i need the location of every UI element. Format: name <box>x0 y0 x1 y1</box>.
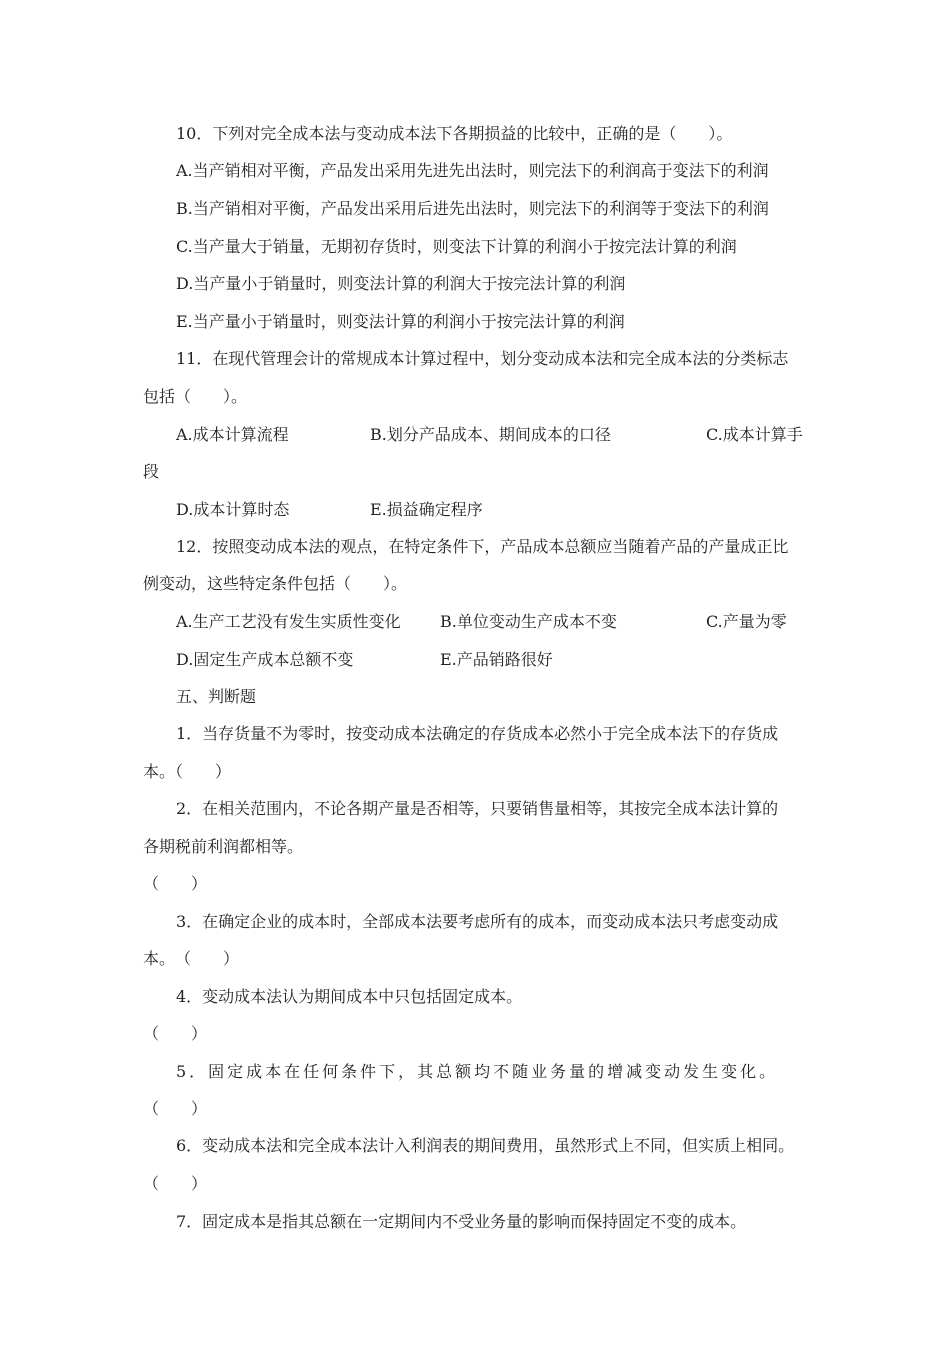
judgment-4-answer-blank: （ ） <box>143 1024 208 1043</box>
judgment-2-line2: 各期税前利润都相等。 <box>143 837 304 856</box>
judgment-3-line2: 本。 （ ） <box>143 949 240 968</box>
q10-option-a: A.当产销相对平衡，产品发出采用先进先出法时，则完法下的利润高于变法下的利润 <box>176 161 769 180</box>
q12-stem-line1: 12．按照变动成本法的观点，在特定条件下，产品成本总额应当随着产品的产量成正比 <box>176 537 789 556</box>
judgment-7-line1: 7．固定成本是指其总额在一定期间内不受业务量的影响而保持固定不变的成本。 <box>176 1212 747 1231</box>
q10-option-e: E.当产量小于销量时，则变法计算的利润小于按完法计算的利润 <box>176 312 625 331</box>
judgment-5-line1: 5．固定成本在任何条件下，其总额均不随业务量的增减变动发生变化。 <box>176 1062 779 1081</box>
judgment-4-line1: 4．变动成本法认为期间成本中只包括固定成本。 <box>176 987 523 1006</box>
q11-stem-line1: 11．在现代管理会计的常规成本计算过程中，划分变动成本法和完全成本法的分类标志 <box>176 349 789 368</box>
q11-option-e: E.损益确定程序 <box>370 500 483 519</box>
q12-option-a: A.生产工艺没有发生实质性变化 <box>176 612 401 631</box>
judgment-6-answer-blank: （ ） <box>143 1174 208 1193</box>
judgment-6-line1: 6．变动成本法和完全成本法计入利润表的期间费用，虽然形式上不同，但实质上相同。 <box>176 1136 795 1155</box>
q11-option-a: A.成本计算流程 <box>176 425 289 444</box>
q10-option-c: C.当产量大于销量，无期初存货时，则变法下计算的利润小于按完法计算的利润 <box>176 237 737 256</box>
q12-option-e: E.产品销路很好 <box>440 650 553 669</box>
judgment-5-answer-blank: （ ） <box>143 1099 208 1118</box>
q11-option-b: B.划分产品成本、期间成本的口径 <box>370 425 611 444</box>
q12-option-d: D.固定生产成本总额不变 <box>176 650 354 669</box>
q12-option-b: B.单位变动生产成本不变 <box>440 612 617 631</box>
q11-option-d: D.成本计算时态 <box>176 500 290 519</box>
judgment-2-line1: 2．在相关范围内，不论各期产量是否相等，只要销售量相等，其按完全成本法计算的 <box>176 799 779 818</box>
judgment-1-line1: 1．当存货量不为零时，按变动成本法确定的存货成本必然小于完全成本法下的存货成 <box>176 724 779 743</box>
q10-option-d: D.当产量小于销量时，则变法计算的利润大于按完法计算的利润 <box>176 274 626 293</box>
judgment-3-line1: 3．在确定企业的成本时，全部成本法要考虑所有的成本，而变动成本法只考虑变动成 <box>176 912 779 931</box>
section-title: 五、判断题 <box>176 687 257 706</box>
q10-stem: 10．下列对完全成本法与变动成本法下各期损益的比较中，正确的是（ ）。 <box>176 124 733 143</box>
q10-option-b: B.当产销相对平衡，产品发出采用后进先出法时，则完法下的利润等于变法下的利润 <box>176 199 769 218</box>
q11-option-c: C.成本计算手 <box>706 425 803 444</box>
q11-option-c-wrap: 段 <box>143 462 160 481</box>
q11-stem-line2: 包括（ ）。 <box>143 387 248 406</box>
judgment-1-line2: 本。（ ） <box>143 762 232 781</box>
q12-option-c: C.产量为零 <box>706 612 787 631</box>
q12-stem-line2: 例变动，这些特定条件包括（ ）。 <box>143 574 408 593</box>
judgment-2-answer-blank: （ ） <box>143 874 208 893</box>
